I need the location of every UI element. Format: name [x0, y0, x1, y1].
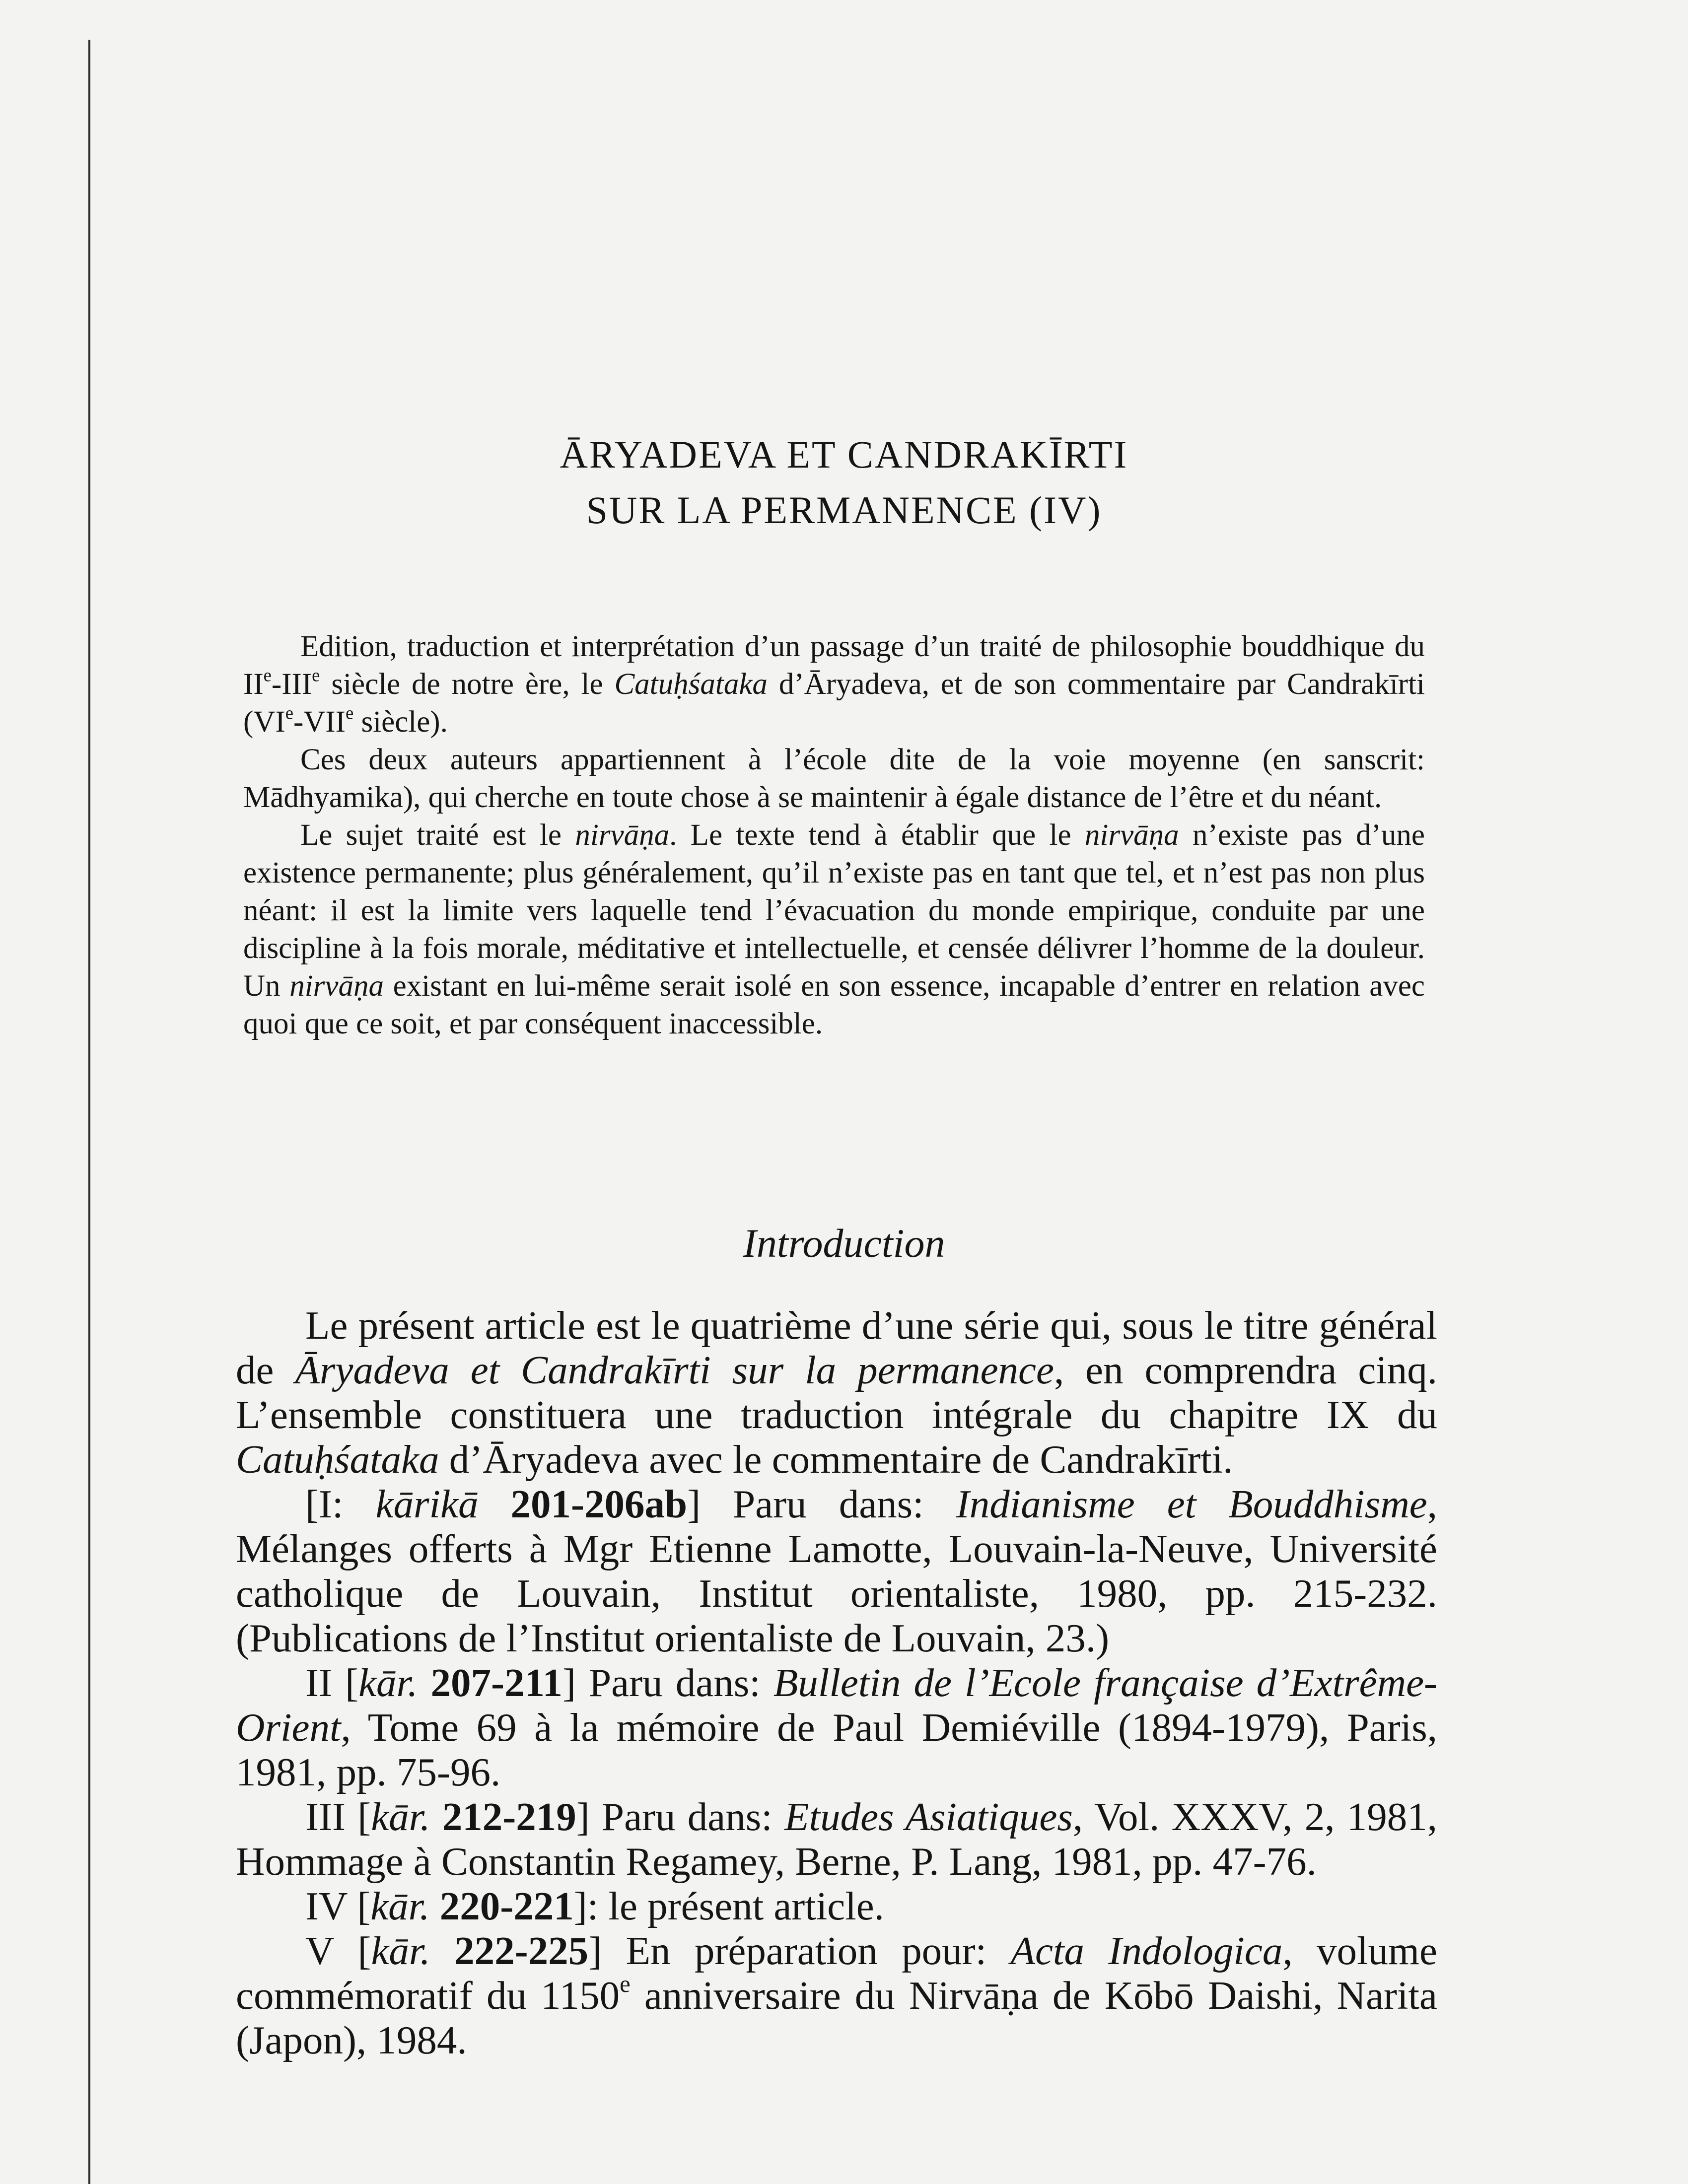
- text-run: : le présent article.: [587, 1884, 884, 1928]
- superscript: e: [285, 702, 293, 723]
- superscript: e: [620, 1970, 631, 1997]
- text-run: d’Āryadeva avec le commentaire de Candrakīrti.: [439, 1437, 1233, 1482]
- text-run: III [: [305, 1794, 371, 1839]
- text-run: , Mélanges offerts à Mgr Etienne Lamotte, Louvain-la-Neuve, Université catholique de Louvain, Institut orientaliste, 1980, pp. 215-232. (Publications de l’Institut orientaliste de Louvain, 23.): [236, 1482, 1437, 1660]
- karika-label: kār.: [371, 1794, 430, 1839]
- text-run: , Vol. XXXV, 2, 1981, Hommage à Constantin Regamey, Berne, P. Lang, 1981, pp. 47-76.: [236, 1794, 1437, 1884]
- text-run: V [: [305, 1928, 371, 1973]
- text-run: En préparation pour:: [602, 1928, 1011, 1973]
- term: nirvāṇa: [575, 819, 670, 852]
- text-run: anniversaire du Nirvāṇa de Kōbō Daishi, Narita (Japon), 1984.: [236, 1973, 1437, 2062]
- text-run: [I:: [305, 1482, 376, 1526]
- text-run: ]: [562, 1660, 576, 1705]
- publication-title: Indianisme et Bouddhisme: [956, 1482, 1427, 1526]
- text-run: siècle de notre ère, le: [320, 668, 615, 701]
- text-run: existant en lui-même serait isolé en son essence, incapable d’entrer en relation avec quoi que ce soit, et par conséquent inaccessible.: [243, 969, 1425, 1040]
- text-run: ]: [573, 1884, 587, 1928]
- series-item-3: [236, 1794, 1437, 1884]
- work-title: Catuḥśataka: [236, 1437, 439, 1482]
- series-item-2: [236, 1660, 1437, 1794]
- series-title: Āryadeva et Candrakīrti sur la permanence: [295, 1348, 1054, 1392]
- superscript: e: [345, 702, 354, 723]
- karika-range: 212-219: [430, 1794, 576, 1839]
- page-left-edge: [88, 40, 90, 2184]
- publication-title: Etudes Asiatiques: [784, 1794, 1073, 1839]
- term: nirvāṇa: [289, 969, 384, 1003]
- introduction-paragraph-1: [236, 1303, 1437, 1482]
- introduction-heading: Introduction: [743, 1221, 945, 1266]
- abstract: [243, 628, 1425, 1043]
- karika-label: kār.: [371, 1928, 430, 1973]
- text-run: Paru dans:: [575, 1660, 774, 1705]
- text-run: , Tome 69 à la mémoire de Paul Demiéville (1894-1979), Paris, 1981, pp. 75-96.: [236, 1705, 1437, 1794]
- series-item-1: [236, 1482, 1437, 1660]
- text-run: n’existe pas d’une existence permanente; plus généralement, qu’il n’existe pas en tant que tel, et n’est pas non plus néant: il est la limite vers laquelle tend l’évacuation du monde empirique, conduite par une discipline à la fois morale, méditative et intellectuelle, et censée délivrer l’homme de la douleur. Un: [243, 819, 1425, 1003]
- text-run: ]: [687, 1482, 701, 1526]
- publication-title: Acta Indologica: [1010, 1928, 1283, 1973]
- text-run: Paru dans:: [701, 1482, 956, 1526]
- text-run: Paru dans:: [589, 1794, 785, 1839]
- karika-range: 222-225: [430, 1928, 589, 1973]
- article-title: [0, 427, 1688, 538]
- text-run: , en comprendra cinq. L’ensemble constituera une traduction intégrale du chapitre IX du: [236, 1348, 1437, 1437]
- abstract-paragraph-3: [243, 817, 1425, 1043]
- text-run: -III: [271, 668, 312, 701]
- karika-label: kār.: [358, 1660, 418, 1705]
- title-line-2: SUR LA PERMANENCE (IV): [586, 488, 1102, 532]
- text-run: II [: [305, 1660, 359, 1705]
- text-run: , volume commémoratif du 1150: [236, 1928, 1437, 2018]
- text-run: d’Āryadeva, et de son commentaire par Candrakīrti (VI: [243, 668, 1425, 739]
- series-item-5: [236, 1928, 1437, 2062]
- title-line-1: ĀRYADEVA ET CANDRAKĪRTI: [560, 433, 1128, 476]
- karika-label: kār.: [370, 1884, 430, 1928]
- text-run: Le présent article est le quatrième d’une série qui, sous le titre général de: [236, 1303, 1437, 1392]
- text-run: Le sujet traité est le: [300, 819, 575, 852]
- publication-title: Bulletin de l’Ecole française d’Extrême-Orient: [236, 1660, 1437, 1750]
- text-run: . Le texte tend à établir que le: [669, 819, 1085, 852]
- karika-range: 201-206ab: [478, 1482, 688, 1526]
- text-run: -VII: [293, 705, 346, 739]
- term: nirvāṇa: [1084, 819, 1179, 852]
- abstract-paragraph-1: [243, 628, 1425, 741]
- superscript: e: [312, 665, 320, 685]
- text-run: ]: [588, 1928, 602, 1973]
- karika-label: kārikā: [375, 1482, 479, 1526]
- superscript: e: [263, 665, 272, 685]
- series-item-4: [236, 1884, 1437, 1928]
- text-run: Edition, traduction et interprétation d’un passage d’un traité de philosophie bouddhique du II: [243, 630, 1425, 701]
- abstract-paragraph-2: Ces deux auteurs appartiennent à l’école dite de la voie moyenne (en sanscrit: Mādhyamika), qui cherche en toute chose à se maintenir à égale distance de l’être et du néant.: [243, 743, 1425, 814]
- work-title: Catuḥśataka: [614, 668, 768, 701]
- text-run: siècle).: [353, 705, 448, 739]
- karika-range: 220-221: [429, 1884, 574, 1928]
- introduction-body: [236, 1303, 1437, 2184]
- text-run: ]: [576, 1794, 590, 1839]
- karika-range: 207-211: [418, 1660, 563, 1705]
- text-run: IV [: [305, 1884, 371, 1928]
